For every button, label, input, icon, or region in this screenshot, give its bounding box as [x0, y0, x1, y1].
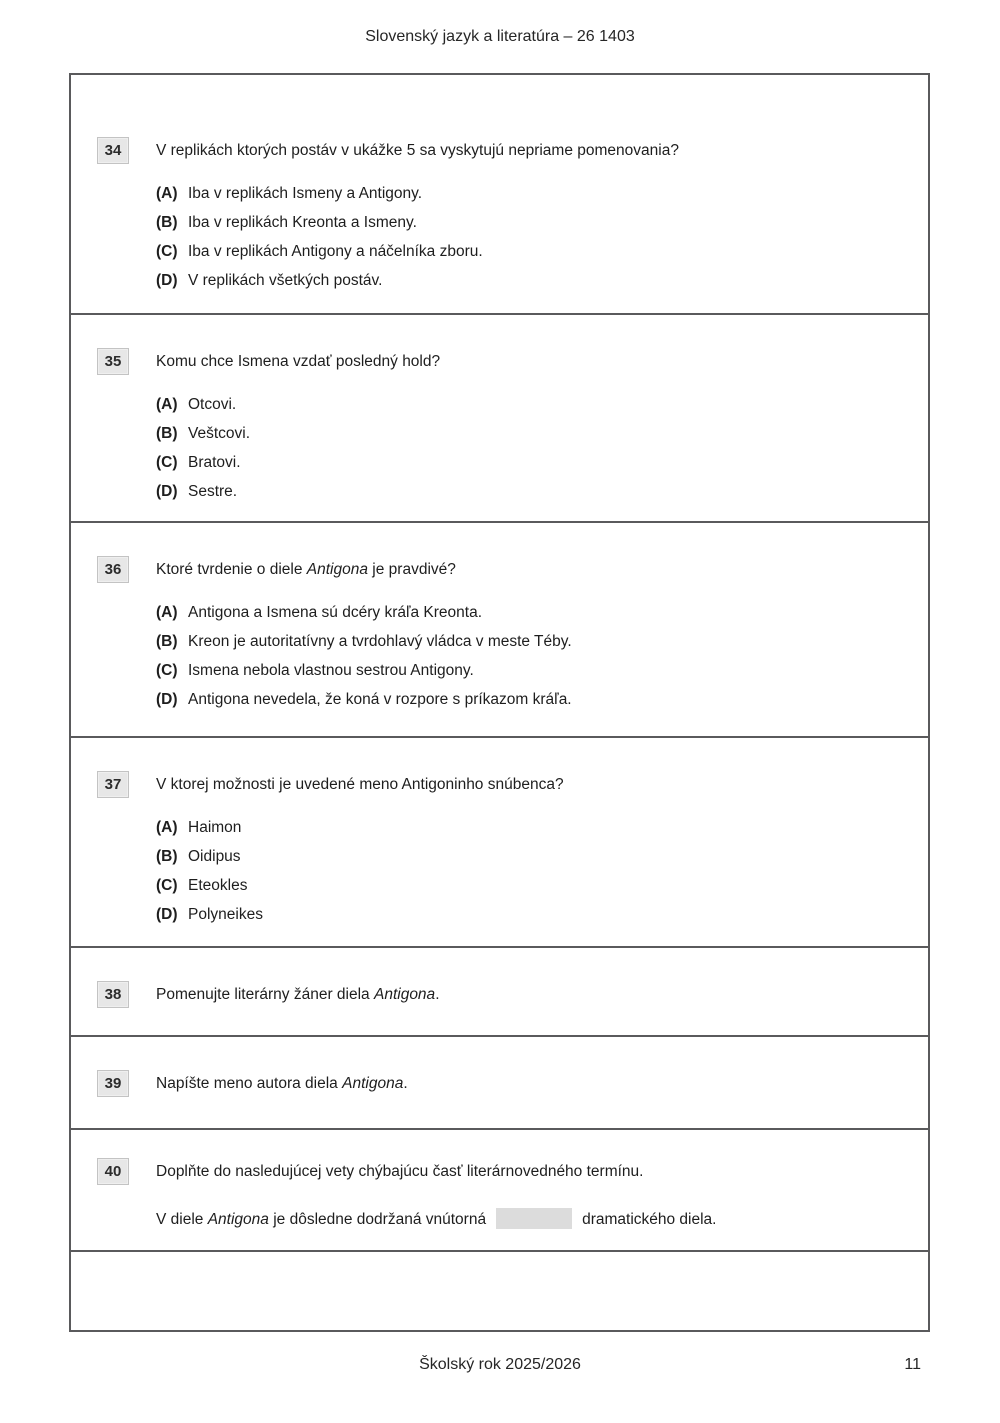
question-number-badge: 35 [97, 348, 129, 375]
question-row [71, 981, 928, 1008]
question-number-badge: 38 [97, 981, 129, 1008]
question-text [156, 1074, 408, 1094]
fill-in-sentence [71, 1208, 928, 1231]
question-section-34 [71, 75, 928, 315]
option-letter: (A) [156, 185, 178, 202]
option-letter: (C) [156, 662, 178, 679]
empty-section [71, 1252, 928, 1330]
option-letter: (D) [156, 272, 178, 289]
answer-option-d [156, 690, 928, 710]
option-text: Iba v replikách Ismeny a Antigony. [188, 185, 423, 202]
sentence-part: je dôsledne dodržaná vnútorná [268, 1211, 487, 1228]
question-text-part: Komu chce Ismena vzdať posledný hold? [156, 352, 441, 370]
answer-option-b [156, 213, 928, 233]
options-list [71, 395, 928, 502]
question-text-part: je pravdivé? [368, 560, 456, 578]
question-section-37 [71, 738, 928, 948]
option-text: Antigona a Ismena sú dcéry kráľa Kreonta. [188, 604, 483, 621]
option-letter: (D) [156, 691, 178, 708]
question-section-40 [71, 1130, 928, 1252]
question-row [71, 137, 928, 164]
answer-option-c [156, 242, 928, 262]
option-text: Otcovi. [188, 396, 237, 413]
question-section-35 [71, 315, 928, 523]
question-number-badge: 36 [97, 556, 129, 583]
answer-option-b [156, 847, 928, 867]
question-number-badge: 40 [97, 1158, 129, 1185]
sentence-part: V diele [156, 1211, 208, 1228]
question-text-part: Napíšte meno autora diela [156, 1074, 343, 1092]
answer-option-d [156, 482, 928, 502]
question-text-part: V replikách ktorých postáv v ukážke 5 sa vyskytujú nepriame pomenovania? [156, 141, 679, 159]
option-letter: (B) [156, 633, 178, 650]
option-letter: (C) [156, 877, 178, 894]
answer-option-b [156, 424, 928, 444]
question-text-part: V ktorej možnosti je uvedené meno Antigoninho snúbenca? [156, 775, 564, 793]
option-letter: (B) [156, 425, 178, 442]
option-letter: (C) [156, 454, 178, 471]
option-text: Veštcovi. [188, 425, 251, 442]
answer-option-a [156, 603, 928, 623]
question-text-part: Ktoré tvrdenie o diele [156, 560, 307, 578]
option-text: V replikách všetkých postáv. [188, 272, 383, 289]
question-text [156, 352, 440, 372]
options-list [71, 818, 928, 925]
option-text: Oidipus [188, 848, 241, 865]
question-text-part: . [435, 985, 440, 1003]
option-text: Bratovi. [188, 454, 241, 471]
answer-option-c [156, 876, 928, 896]
question-section-39 [71, 1037, 928, 1130]
answer-option-d [156, 271, 928, 291]
option-letter: (A) [156, 396, 178, 413]
option-letter: (D) [156, 483, 178, 500]
option-text: Kreon je autoritatívny a tvrdohlavý vládca v meste Téby. [188, 633, 572, 650]
question-number-badge: 37 [97, 771, 129, 798]
question-text [156, 1162, 643, 1182]
question-row [71, 1158, 928, 1185]
question-text [156, 560, 456, 580]
work-title-italic: Antigona [373, 985, 436, 1003]
question-section-36 [71, 523, 928, 738]
question-number-badge: 39 [97, 1070, 129, 1097]
answer-blank-box [496, 1208, 572, 1229]
answer-option-a [156, 818, 928, 838]
question-number-badge: 34 [97, 137, 129, 164]
question-text [156, 141, 679, 161]
answer-option-d [156, 905, 928, 925]
page-number: 11 [904, 1356, 921, 1373]
option-letter: (D) [156, 906, 178, 923]
option-text: Ismena nebola vlastnou sestrou Antigony. [188, 662, 474, 679]
option-text: Eteokles [188, 877, 248, 894]
option-text: Haimon [188, 819, 242, 836]
question-text-part: . [403, 1074, 408, 1092]
work-title-italic: Antigona [306, 560, 368, 578]
option-text: Antigona nevedela, že koná v rozpore s príkazom kráľa. [188, 691, 572, 708]
work-title-italic: Antigona [207, 1211, 269, 1228]
option-text: Iba v replikách Kreonta a Ismeny. [188, 214, 417, 231]
option-text: Polyneikes [188, 906, 263, 923]
page-header-title: Slovenský jazyk a literatúra – 26 1403 [365, 28, 635, 45]
question-text-part: Pomenujte literárny žáner diela [156, 985, 374, 1003]
work-title-italic: Antigona [342, 1074, 404, 1092]
option-letter: (A) [156, 819, 178, 836]
option-letter: (B) [156, 848, 178, 865]
footer-school-year: Školský rok 2025/2026 [419, 1356, 581, 1373]
answer-option-c [156, 453, 928, 473]
question-row [71, 556, 928, 583]
question-text [156, 775, 564, 795]
question-row [71, 771, 928, 798]
option-text: Sestre. [188, 483, 238, 500]
option-letter: (B) [156, 214, 178, 231]
option-text: Iba v replikách Antigony a náčelníka zboru. [188, 243, 483, 260]
sentence-part: dramatického diela. [582, 1211, 717, 1228]
answer-option-a [156, 395, 928, 415]
option-letter: (A) [156, 604, 178, 621]
question-text-part: Doplňte do nasledujúcej vety chýbajúcu časť literárnovedného termínu. [156, 1162, 644, 1180]
option-letter: (C) [156, 243, 178, 260]
question-section-38 [71, 948, 928, 1037]
answer-option-a [156, 184, 928, 204]
questions-outer-box [69, 73, 930, 1332]
options-list [71, 184, 928, 291]
options-list [71, 603, 928, 710]
answer-option-c [156, 661, 928, 681]
question-text [156, 985, 440, 1005]
question-row [71, 348, 928, 375]
question-row [71, 1070, 928, 1097]
answer-option-b [156, 632, 928, 652]
